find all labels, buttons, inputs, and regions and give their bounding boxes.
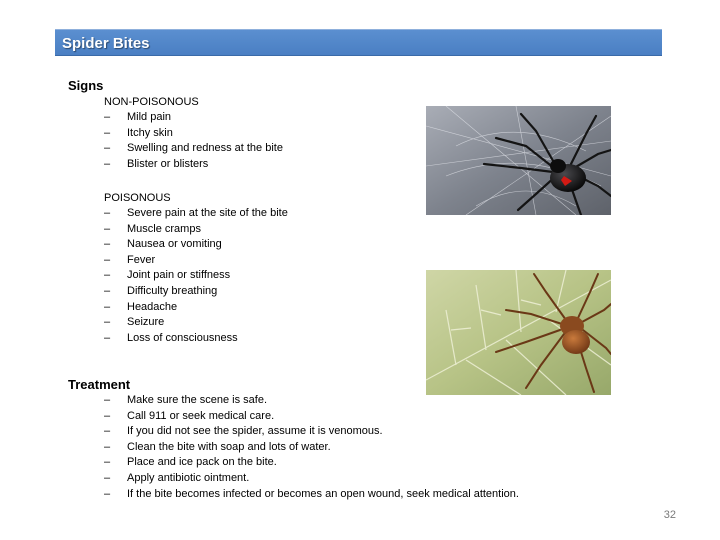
black-widow-illustration <box>426 106 611 215</box>
slide-title-bar <box>55 29 662 56</box>
list-item: – Nausea or vomiting <box>104 237 288 253</box>
list-item: – Fever <box>104 253 288 269</box>
brown-recluse-illustration <box>426 270 611 395</box>
non-poisonous-list <box>104 110 283 172</box>
dash-bullet: – <box>104 409 111 422</box>
list-item: – Severe pain at the site of the bite <box>104 206 288 222</box>
dash-bullet: – <box>104 300 111 313</box>
dash-bullet: – <box>104 284 111 297</box>
list-item: – Joint pain or stiffness <box>104 268 288 284</box>
dash-bullet: – <box>104 471 111 484</box>
dash-bullet: – <box>104 331 111 344</box>
list-item: – Make sure the scene is safe. <box>104 393 519 409</box>
dash-bullet: – <box>104 253 111 266</box>
slide-title: Spider Bites <box>62 35 150 52</box>
dash-bullet: – <box>104 111 111 123</box>
list-item: – Seizure <box>104 315 288 331</box>
list-item: – Clean the bite with soap and lots of water. <box>104 440 519 456</box>
poisonous-list <box>104 206 288 346</box>
list-item: – Apply antibiotic ointment. <box>104 471 519 487</box>
dash-bullet: – <box>104 394 111 406</box>
non-poisonous-label: NON-POISONOUS <box>104 96 199 108</box>
page-number: 32 <box>663 509 676 521</box>
list-item: – Muscle cramps <box>104 222 288 238</box>
dash-bullet: – <box>104 456 111 469</box>
dash-bullet: – <box>104 440 111 453</box>
list-item: – Difficulty breathing <box>104 284 288 300</box>
list-item: – Loss of consciousness <box>104 331 288 347</box>
list-item: – If you did not see the spider, assume it is venomous. <box>104 424 519 440</box>
dash-bullet: – <box>104 126 111 139</box>
list-item: – Headache <box>104 300 288 316</box>
dash-bullet: – <box>104 316 111 329</box>
brown-recluse-photo <box>426 270 611 395</box>
black-widow-photo <box>426 106 611 215</box>
dash-bullet: – <box>104 425 111 438</box>
dash-bullet: – <box>104 157 111 170</box>
dash-bullet: – <box>104 238 111 251</box>
list-item: – Swelling and redness at the bite <box>104 141 283 157</box>
dash-bullet: – <box>104 222 111 235</box>
treatment-list <box>104 393 519 502</box>
list-item: – Mild pain <box>104 110 283 126</box>
list-item: – Itchy skin <box>104 126 283 142</box>
list-item: – Call 911 or seek medical care. <box>104 409 519 425</box>
dash-bullet: – <box>104 207 111 219</box>
poisonous-label: POISONOUS <box>104 192 171 204</box>
signs-heading: Signs <box>68 78 104 93</box>
dash-bullet: – <box>104 269 111 282</box>
list-item: – If the bite becomes infected or becomes an open wound, seek medical attention. <box>104 487 519 503</box>
list-item: – Place and ice pack on the bite. <box>104 455 519 471</box>
list-item: – Blister or blisters <box>104 157 283 173</box>
treatment-heading: Treatment <box>68 377 131 392</box>
dash-bullet: – <box>104 142 111 155</box>
dash-bullet: – <box>104 487 111 500</box>
